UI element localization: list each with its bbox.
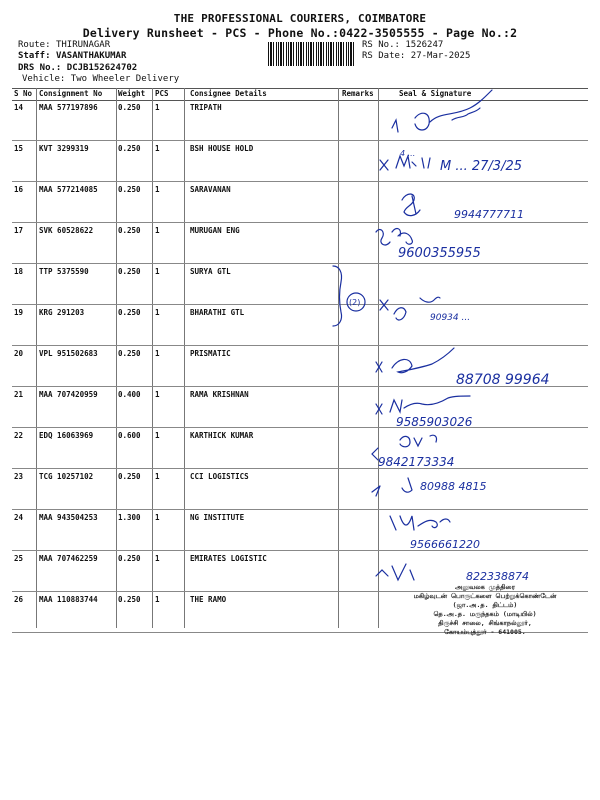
cell-details: NG INSTITUTE [190,513,245,522]
cell-sno: 23 [14,472,24,481]
cell-pcs: 1 [155,349,160,358]
cell-sno: 16 [14,185,24,194]
barcode [268,42,356,66]
cell-sno: 22 [14,431,24,440]
cell-consignment: KVT 3299319 [39,144,89,153]
cell-pcs: 1 [155,185,160,194]
table-row [12,263,588,305]
rs-date-label: RS Date: [362,51,406,61]
cell-consignment: MAA 707462259 [39,554,98,563]
table-row [12,386,588,428]
cell-consignment: MAA 110883744 [39,595,98,604]
stamp-line: (ஜா.அ.த. திட்டம்) [452,601,518,609]
cell-details: KARTHICK KUMAR [190,431,254,440]
hw-r19-mark: (2) [349,298,361,307]
cell-sno: 17 [14,226,24,235]
cell-pcs: 1 [155,103,160,112]
staff-label: Staff: [18,51,51,61]
table-row [12,509,588,551]
stamp-line: தெ.அ.த. மருந்தகம் (மாடியில்) [433,610,537,618]
cell-pcs: 1 [155,308,160,317]
cell-weight: 0.250 [118,308,141,317]
hw-r22: 9842173334 [378,455,455,469]
vehicle-line [22,74,179,84]
hw-r25: 822338874 [466,570,529,583]
cell-weight: 0.600 [118,431,141,440]
col-seal: Seal & Signature [399,89,472,98]
hw-r21: 9585903026 [396,415,473,429]
cell-sno: 21 [14,390,24,399]
cell-sno: 15 [14,144,24,153]
cell-details: SARAVANAN [190,185,231,194]
drs-value: DCJB152624702 [66,63,138,73]
cell-consignment: MAA 943504253 [39,513,98,522]
cell-details: SURYA GTL [190,267,231,276]
rs-date-value: 27-Mar-2025 [410,51,471,61]
cell-details: BHARATHI GTL [190,308,245,317]
cell-pcs: 1 [155,472,160,481]
cell-weight: 0.250 [118,185,141,194]
cell-weight: 0.250 [118,144,141,153]
cell-consignment: KRG 291203 [39,308,85,317]
table-row [12,304,588,346]
col-sno: S No [14,89,33,98]
cell-pcs: 1 [155,390,160,399]
route-line [18,40,110,50]
route-value: THIRUNAGAR [55,40,111,50]
cell-weight: 1.300 [118,513,141,522]
cell-consignment: TTP 5375590 [39,267,89,276]
stamp-line: திருச்சி சாலை, சிங்காநல்லூர், [438,619,532,627]
staff-value: VASANTHAKUMAR [55,51,127,61]
cell-details: PRISMATIC [190,349,231,358]
cell-weight: 0.250 [118,349,141,358]
cell-pcs: 1 [155,144,160,153]
cell-weight: 0.250 [118,103,141,112]
vehicle-value: Two Wheeler Delivery [70,74,180,84]
col-remarks: Remarks [342,89,374,98]
cell-weight: 0.250 [118,554,141,563]
hw-r15: M ... 27/3/25 [440,159,522,174]
drs-line [18,63,137,73]
cell-details: CCI LOGISTICS [190,472,249,481]
cell-weight: 0.400 [118,390,141,399]
table-row [12,99,588,141]
rs-no-line [362,40,443,50]
cell-consignment: TCG 10257102 [39,472,94,481]
col-pcs: PCS [155,89,169,98]
hw-r14: 4 ... [400,149,416,158]
table-row [12,181,588,223]
cell-weight: 0.250 [118,472,141,481]
cell-details: TRIPATH [190,103,222,112]
cell-pcs: 1 [155,431,160,440]
cell-sno: 18 [14,267,24,276]
cell-sno: 25 [14,554,24,563]
rs-date-line [362,51,470,61]
office-stamp [390,583,580,637]
drs-label: DRS No.: [18,63,62,73]
cell-sno: 24 [14,513,24,522]
stamp-line: மகிழ்வுடன் பொருட்களை பெற்றுக்கொண்டேன் [413,592,557,600]
cell-details: MURUGAN ENG [190,226,240,235]
hw-r16: 9944777711 [454,208,524,221]
rs-no-value: 1526247 [405,40,444,50]
cell-details: BSH HOUSE HOLD [190,144,254,153]
cell-consignment: EDQ 16063969 [39,431,94,440]
cell-details: THE RAMO [190,595,227,604]
cell-pcs: 1 [155,554,160,563]
cell-details: EMIRATES LOGISTIC [190,554,267,563]
hw-r23: 80988 4815 [420,480,487,493]
col-consignment: Consignment No [39,89,103,98]
hw-r17: 9600355955 [398,246,481,261]
cell-consignment: MAA 577214085 [39,185,98,194]
company-title: THE PROFESSIONAL COURIERS, COIMBATORE [173,12,427,25]
cell-sno: 20 [14,349,24,358]
cell-sno: 26 [14,595,24,604]
cell-consignment: MAA 707420959 [39,390,98,399]
table-row [12,427,588,469]
runsheet-subtitle: Delivery Runsheet - PCS - Phone No.:0422-3505555 - Page No.:2 [82,26,518,40]
cell-weight: 0.250 [118,595,141,604]
stamp-line: அலுவலக முத்திரை [455,583,515,591]
cell-consignment: SVK 60528622 [39,226,94,235]
rs-no-label: RS No.: [362,40,400,50]
hw-r24: 9566661220 [410,538,480,551]
hw-r20: 88708 99964 [456,372,550,388]
col-details: Consignee Details [190,89,267,98]
cell-consignment: VPL 951502683 [39,349,98,358]
cell-pcs: 1 [155,595,160,604]
cell-weight: 0.250 [118,226,141,235]
cell-consignment: MAA 577197896 [39,103,98,112]
cell-pcs: 1 [155,513,160,522]
col-weight: Weight [118,89,146,98]
cell-sno: 14 [14,103,24,112]
table-row [12,140,588,182]
cell-pcs: 1 [155,226,160,235]
cell-sno: 19 [14,308,24,317]
cell-weight: 0.250 [118,267,141,276]
table-row [12,222,588,264]
route-label: Route: [18,40,51,50]
stamp-line: கோயம்புத்தூர் - 641005. [444,628,526,636]
cell-pcs: 1 [155,267,160,276]
table-row [12,345,588,387]
table-row [12,468,588,510]
vehicle-label: Vehicle: [22,74,66,84]
hw-r19: 90934 ... [430,313,471,323]
staff-line [18,51,126,61]
cell-details: RAMA KRISHNAN [190,390,249,399]
